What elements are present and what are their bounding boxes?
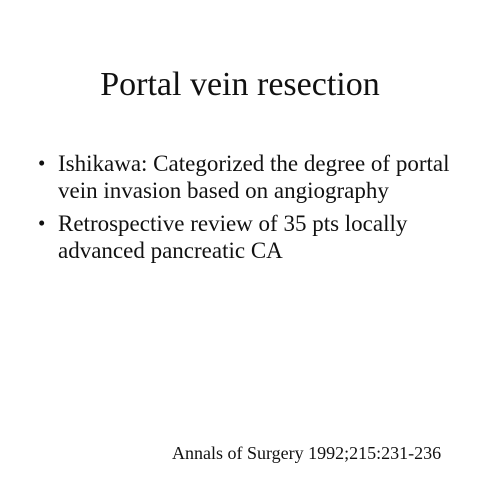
bullet-text: Retrospective review of 35 pts locally advanced pancreatic CA: [58, 211, 408, 263]
slide-title: Portal vein resection: [100, 66, 380, 103]
bullet-item: [38, 210, 458, 264]
bullet-text: Ishikawa: Categorized the degree of portal vein invasion based on angiography: [58, 151, 450, 203]
bullet-icon: •: [38, 211, 46, 235]
citation: Annals of Surgery 1992;215:231-236: [172, 443, 442, 463]
bullet-item: [38, 150, 458, 204]
bullet-list: [38, 150, 458, 270]
bullet-icon: •: [38, 151, 46, 175]
